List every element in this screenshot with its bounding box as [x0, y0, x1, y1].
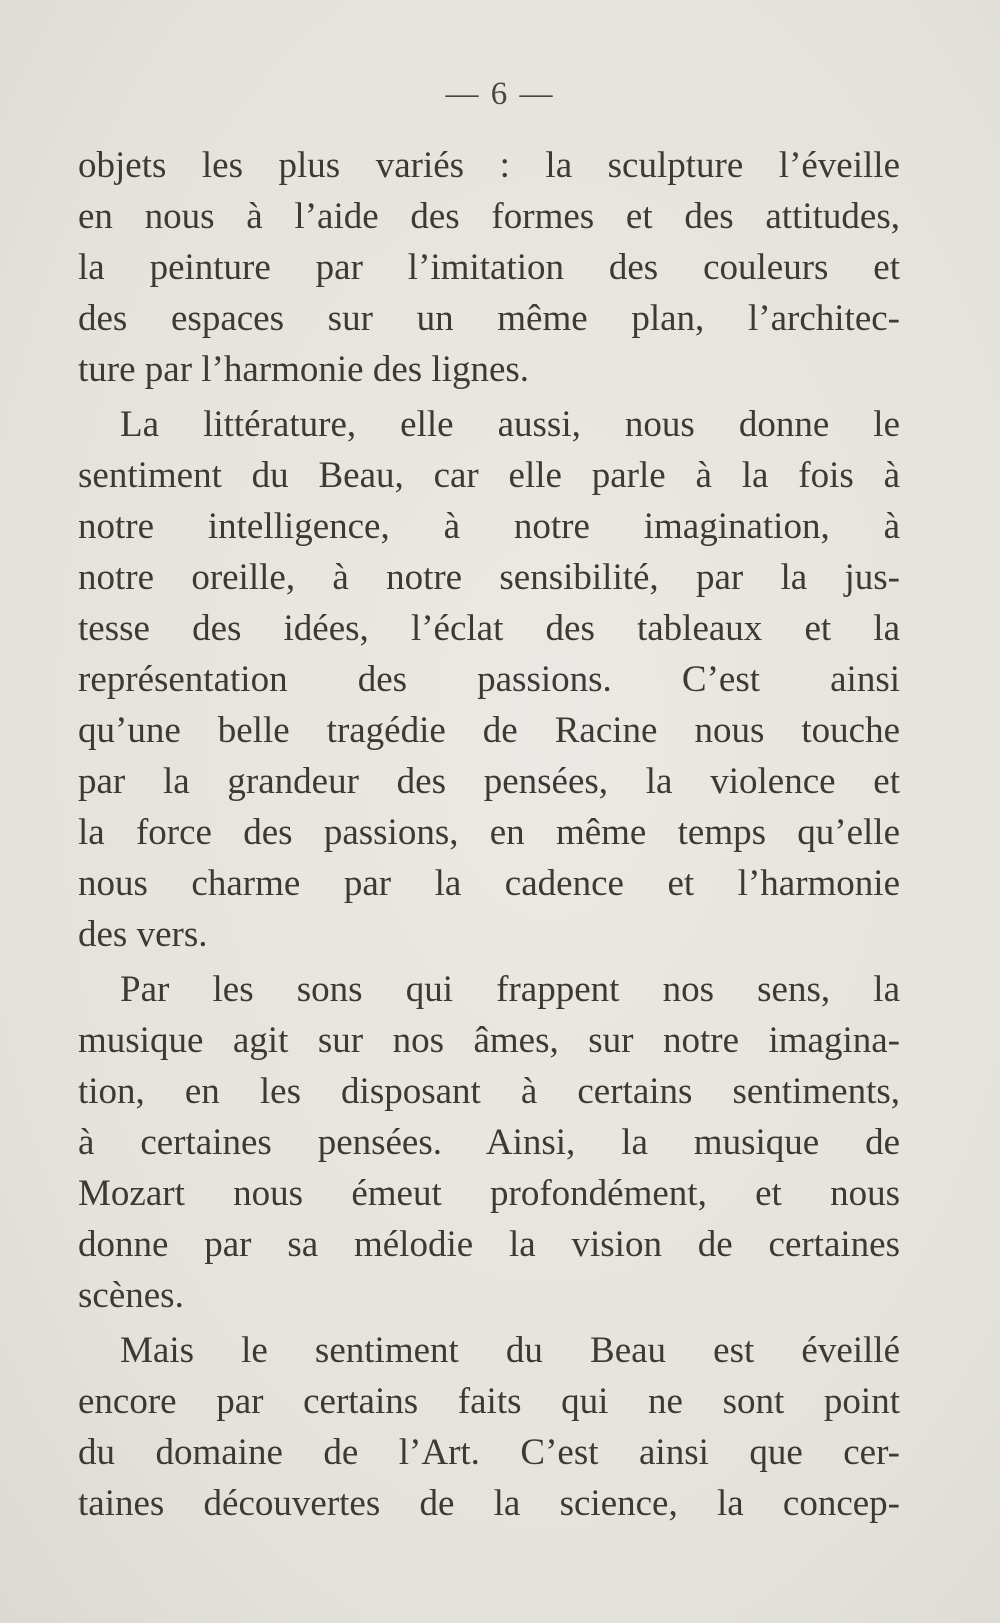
text-line: qu’une belle tragédie de Racine nous touche: [78, 710, 900, 751]
text-line: la force des passions, en même temps qu’elle: [78, 812, 900, 853]
text-line: la peinture par l’imitation des couleurs et: [78, 247, 900, 288]
text-line: La littérature, elle aussi, nous donne le: [120, 404, 900, 445]
text-line: sentiment du Beau, car elle parle à la fois à: [78, 455, 900, 496]
paragraph-2: [78, 399, 900, 960]
body-text: [78, 140, 900, 1533]
text-line: tion, en les disposant à certains sentiments,: [78, 1071, 900, 1112]
paragraph-1: [78, 140, 900, 395]
text-line: en nous à l’aide des formes et des attitudes,: [78, 196, 900, 237]
text-line: du domaine de l’Art. C’est ainsi que cer-: [78, 1432, 900, 1473]
text-line: taines découvertes de la science, la concep-: [78, 1483, 900, 1524]
text-line: Mozart nous émeut profondément, et nous: [78, 1173, 900, 1214]
paragraph-4: [78, 1325, 900, 1529]
text-line: nous charme par la cadence et l’harmonie: [78, 863, 900, 904]
text-line: encore par certains faits qui ne sont point: [78, 1381, 900, 1422]
text-line: objets les plus variés : la sculpture l’éveille: [78, 145, 900, 186]
text-line: Par les sons qui frappent nos sens, la: [120, 969, 900, 1010]
text-line: notre intelligence, à notre imagination, à: [78, 506, 900, 547]
text-line: ture par l’harmonie des lignes.: [78, 349, 530, 390]
page-number: — 6 —: [445, 76, 555, 112]
text-line: représentation des passions. C’est ainsi: [78, 659, 900, 700]
text-line: notre oreille, à notre sensibilité, par la jus-: [78, 557, 900, 598]
text-line: à certaines pensées. Ainsi, la musique de: [78, 1122, 900, 1163]
text-line: tesse des idées, l’éclat des tableaux et la: [78, 608, 900, 649]
text-line: par la grandeur des pensées, la violence et: [78, 761, 900, 802]
text-line: Mais le sentiment du Beau est éveillé: [120, 1330, 900, 1371]
text-line: musique agit sur nos âmes, sur notre imagina-: [78, 1020, 900, 1061]
text-line: des espaces sur un même plan, l’architec-: [78, 298, 900, 339]
paragraph-3: [78, 964, 900, 1321]
text-line: des vers.: [78, 914, 208, 955]
text-line: donne par sa mélodie la vision de certaines: [78, 1224, 900, 1265]
text-line: scènes.: [78, 1275, 184, 1316]
